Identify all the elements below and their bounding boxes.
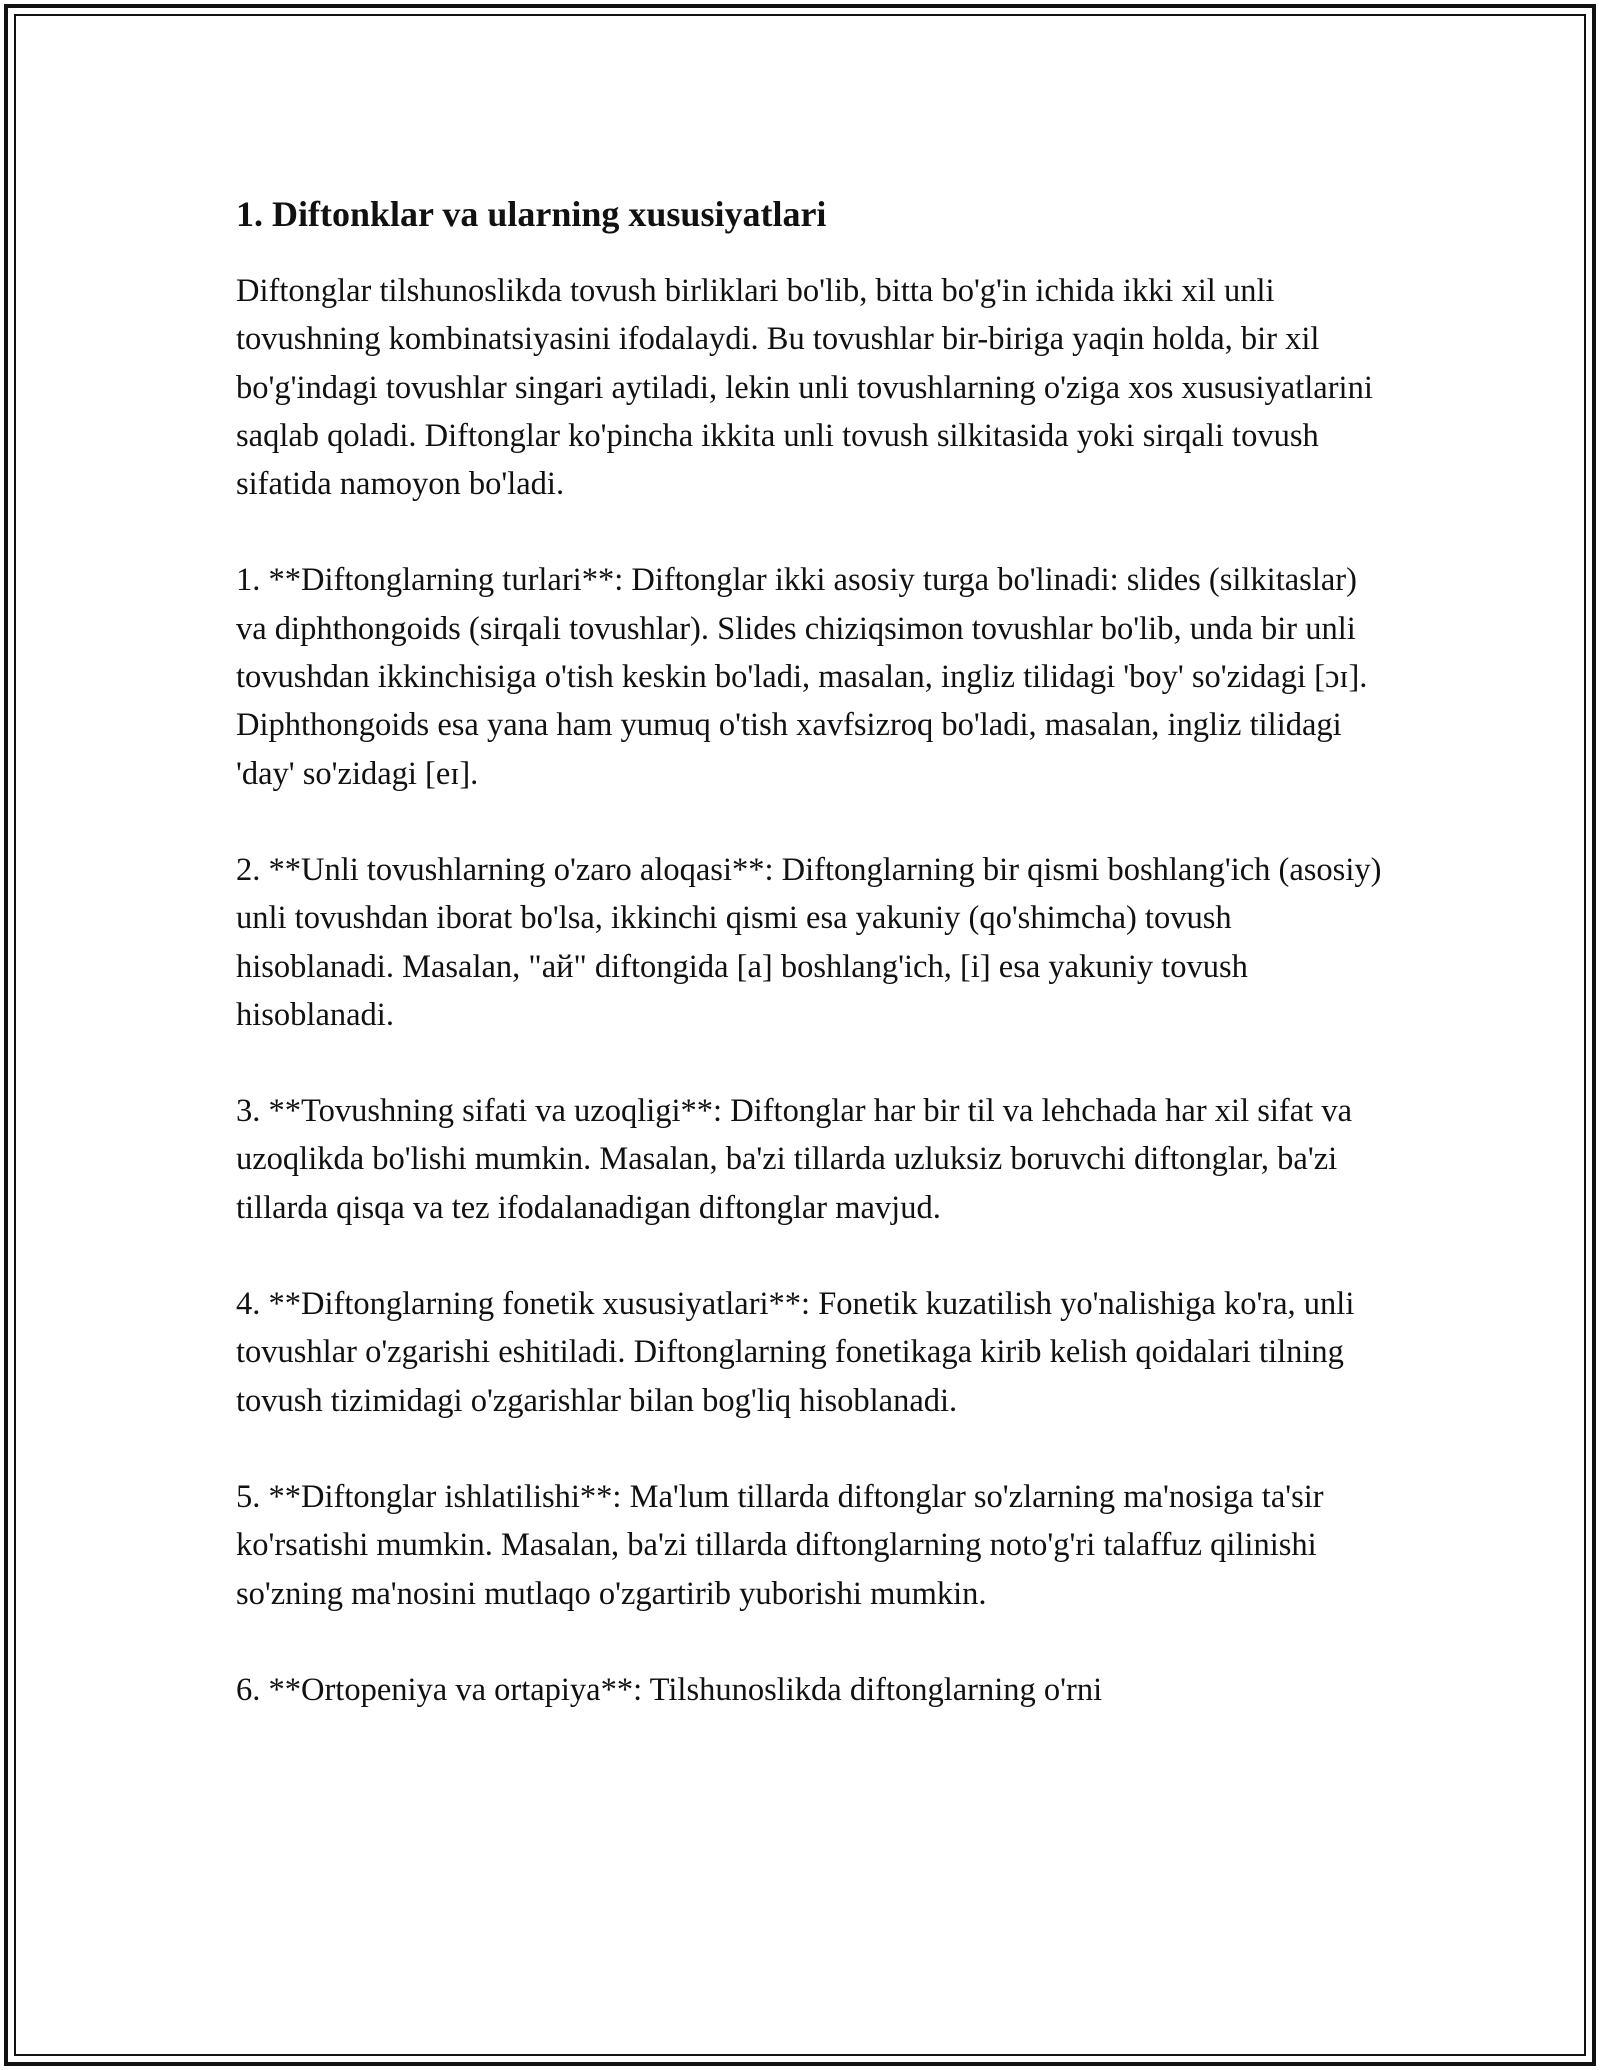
intro-paragraph: Diftonglar tilshunoslikda tovush birliklari bo'lib, bitta bo'g'in ichida ikki xil unli tovushning kombinatsiyasini ifodalaydi. Bu tovushlar bir-biriga yaqin holda, bir xil bo'g'indagi tovushlar singari aytiladi, lekin unli tovushlarning o'ziga xos xususiyatlarini saqlab qoladi. Diftonglar ko'pincha ikkita unli tovush silkitasida yoki sirqali tovush sifatida namoyon bo'ladi. <box>236 273 1373 503</box>
paragraph-diphthong-types: 1. **Diftonglarning turlari**: Diftonglar ikki asosiy turga bo'linadi: slides (silkitaslar) va diphthongoids (sirqali tovushlar). Slides chiziqsimon tovushlar bo'lib, unda bir unli tovushdan ikkinchisiga o'tish keskin bo'ladi, masalan, ingliz tilidagi 'boy' so'zidagi [ɔɪ]. Diphthongoids esa yana ham yumuq o'tish xavfsizroq bo'ladi, masalan, ingliz tilidagi 'day' so'zidagi [eɪ]. <box>236 562 1368 792</box>
paragraph-orthoepy: 6. **Ortopeniya va ortapiya**: Tilshunoslikda diftonglarning o'rni <box>236 1671 1103 1708</box>
document-body <box>236 188 1386 1714</box>
paragraph-phonetic-features: 4. **Diftonglarning fonetik xususiyatlari**: Fonetik kuzatilish yo'nalishiga ko'ra, unli tovushlar o'zgarishi eshitiladi. Diftonglarning fonetikaga kirib kelish qoidalari tilning tovush tizimidagi o'zgarishlar bilan bog'liq hisoblanadi. <box>236 1286 1355 1419</box>
paragraph-quality-length: 3. **Tovushning sifati va uzoqligi**: Diftonglar har bir til va lehchada har xil sifat va uzoqlikda bo'lishi mumkin. Masalan, ba'zi tillarda uzluksiz boruvchi diftonglar, ba'zi tillarda qisqa va tez ifodalanadigan diftonglar mavjud. <box>236 1093 1352 1226</box>
paragraph-vowel-relation: 2. **Unli tovushlarning o'zaro aloqasi**: Diftonglarning bir qismi boshlang'ich (asosiy) unli tovushdan iborat bo'lsa, ikkinchi qismi esa yakuniy (qo'shimcha) tovush hisoblanadi. Masalan, "ай" diftongida [a] boshlang'ich, [i] esa yakuniy tovush hisoblanadi. <box>236 851 1382 1033</box>
paragraph-usage: 5. **Diftonglar ishlatilishi**: Ma'lum tillarda diftonglar so'zlarning ma'nosiga ta'sir ko'rsatishi mumkin. Masalan, ba'zi tillarda diftonglarning noto'g'ri talaffuz qilinishi so'zning ma'nosini mutlaqo o'zgartirib yuborishi mumkin. <box>236 1478 1324 1612</box>
section-heading: 1. Diftonklar va ularning xususiyatlari <box>236 194 827 234</box>
